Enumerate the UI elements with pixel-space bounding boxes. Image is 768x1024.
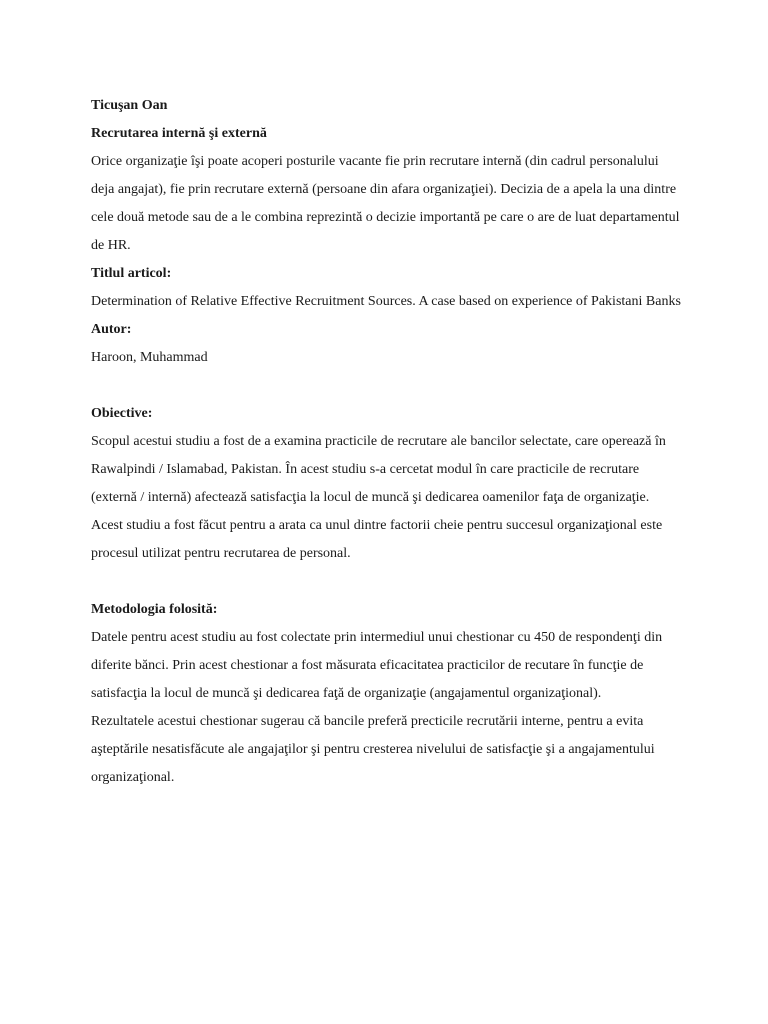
methodology-paragraph: Datele pentru acest studiu au fost colectate prin intermediul unui chestionar cu 450 de respondenţi din diferite bănci. Prin acest chestionar a fost măsurata eficacitatea practicilor de recutare în funcţie de satisfacţia la locul de muncă şi dedicarea faţă de organizaţie (angajamentul organizaţional). — [91, 630, 663, 701]
author-label: Autor: — [91, 322, 132, 337]
document-title: Recrutarea internă şi externă — [91, 126, 267, 141]
spacer — [91, 568, 681, 596]
article-author: Haroon, Muhammad — [91, 350, 208, 365]
document-page — [91, 92, 681, 792]
article-title: Determination of Relative Effective Recruitment Sources. A case based on experience of Pakistani Banks — [91, 294, 681, 309]
intro-paragraph: Orice organizaţie îşi poate acoperi posturile vacante fie prin recrutare internă (din cadrul personalului deja angajat), fie prin recrutare externă (persoane din afara organizaţiei). Decizia de a apela la una dintre cele două metode sau de a le combina reprezintă o decizie importantă pe care o are de luat departamentul de HR. — [91, 154, 680, 253]
objectives-label: Obiective: — [91, 406, 153, 421]
methodology-label: Metodologia folosită: — [91, 602, 218, 617]
objectives-paragraph: Scopul acestui studiu a fost de a examina practicile de recrutare ale bancilor selectate, care operează în Rawalpindi / Islamabad, Pakistan. În acest studiu s-a cercetat modul în care practicile de recrutare (externă / internă) afectează satisfacţia la locul de muncă şi dedicarea oamenilor faţa de organizaţie. Acest studiu a fost făcut pentru a arata ca unul dintre factorii cheie pentru succesul organizaţional este procesul utilizat pentru recrutarea de personal. — [91, 434, 666, 561]
spacer — [91, 372, 681, 400]
results-paragraph: Rezultatele acestui chestionar sugerau că bancile preferă precticile recrutării interne, pentru a evita aşteptările nesatisfăcute ale angajaţilor şi pentru cresterea nivelului de satisfacţie şi a angajamentului organizaţional. — [91, 714, 655, 785]
article-title-label: Titlul articol: — [91, 266, 172, 281]
author-name: Ticuşan Oan — [91, 98, 168, 113]
